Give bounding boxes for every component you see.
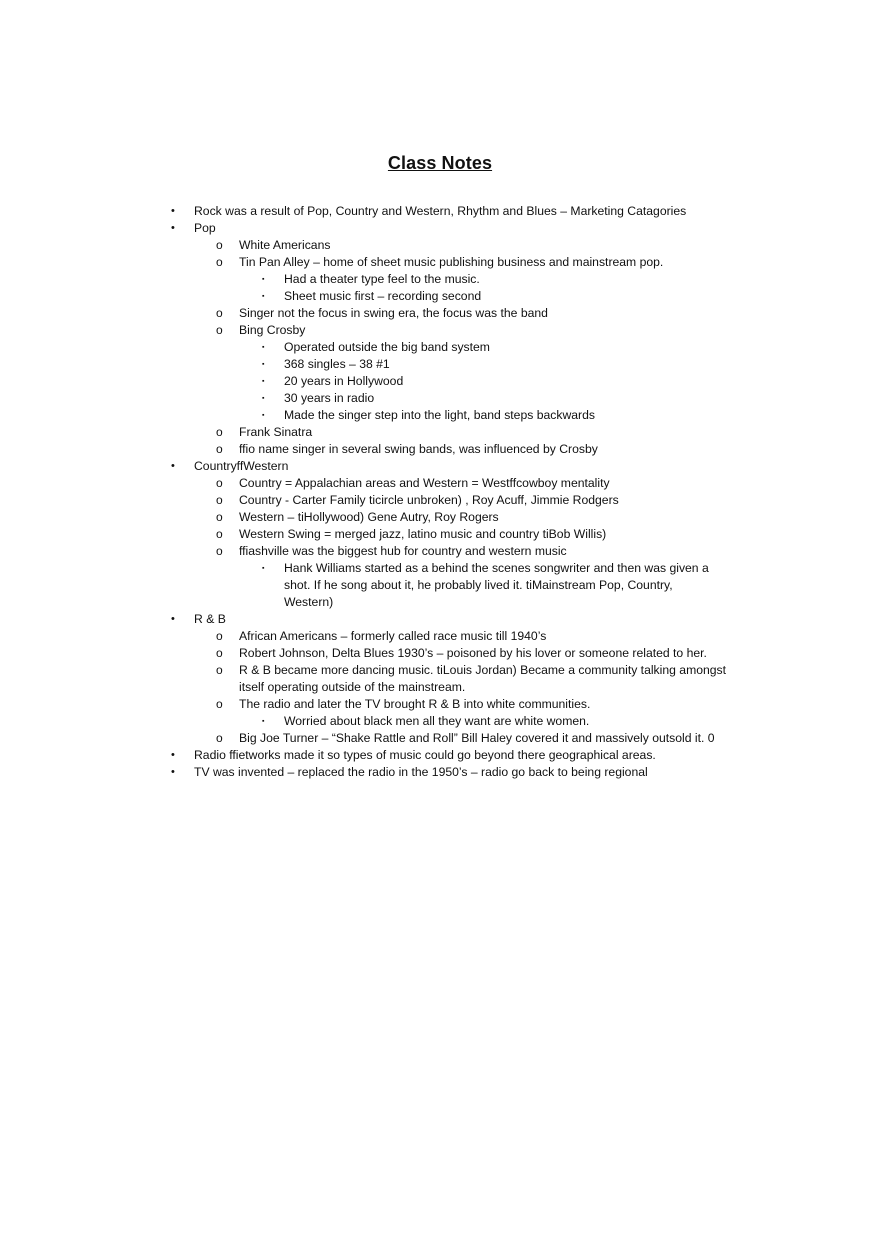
list-item	[0, 220, 880, 237]
square-marker-icon: ▪	[262, 565, 265, 572]
list-item-text: Bing Crosby	[239, 323, 306, 337]
list-item	[0, 679, 880, 696]
square-marker-icon: ▪	[262, 395, 265, 402]
square-marker-icon: ▪	[262, 412, 265, 419]
list-item-text: Singer not the focus in swing era, the focus was the band	[239, 306, 548, 320]
list-item-text: itself operating outside of the mainstream.	[239, 680, 466, 694]
list-item	[0, 373, 880, 390]
list-item-text: 30 years in radio	[284, 391, 375, 405]
list-item-text: Rock was a result of Pop, Country and Western, Rhythm and Blues – Marketing Catagories	[194, 204, 687, 218]
list-item	[0, 526, 880, 543]
list-item-text: 20 years in Hollywood	[284, 374, 404, 388]
list-item	[0, 713, 880, 730]
list-item-text: ffio name singer in several swing bands, was influenced by Crosby	[239, 442, 598, 456]
bullet-marker-icon: •	[171, 460, 175, 472]
circle-marker-icon: o	[216, 306, 223, 320]
list-item-text: Western – tiHollywood) Gene Autry, Roy Rogers	[239, 510, 499, 524]
list-item	[0, 271, 880, 288]
circle-marker-icon: o	[216, 442, 223, 456]
circle-marker-icon: o	[216, 510, 223, 524]
list-item	[0, 237, 880, 254]
list-item-text: Radio ffietworks made it so types of music could go beyond there geographical areas.	[194, 748, 656, 762]
circle-marker-icon: o	[216, 629, 223, 643]
list-item-text: ffiashville was the biggest hub for country and western music	[239, 544, 567, 558]
list-item	[0, 560, 880, 577]
list-item	[0, 594, 880, 611]
list-item-text: CountryffWestern	[194, 459, 289, 473]
list-item-text: African Americans – formerly called race music till 1940’s	[239, 629, 547, 643]
list-item	[0, 254, 880, 271]
square-marker-icon: ▪	[262, 718, 265, 725]
circle-marker-icon: o	[216, 493, 223, 507]
list-item-text: Robert Johnson, Delta Blues 1930’s – poisoned by his lover or someone related to her.	[239, 646, 707, 660]
list-item-text: Big Joe Turner – “Shake Rattle and Roll” Bill Haley covered it and massively outsold it. 0	[239, 731, 715, 745]
list-item	[0, 458, 880, 475]
list-item	[0, 645, 880, 662]
circle-marker-icon: o	[216, 527, 223, 541]
list-item	[0, 543, 880, 560]
list-item-text: Western)	[284, 595, 334, 609]
list-item-text: Had a theater type feel to the music.	[284, 272, 480, 286]
list-item	[0, 577, 880, 594]
circle-marker-icon: o	[216, 323, 223, 337]
circle-marker-icon: o	[216, 544, 223, 558]
list-item-text: Made the singer step into the light, band steps backwards	[284, 408, 595, 422]
list-item-text: TV was invented – replaced the radio in the 1950’s – radio go back to being regional	[194, 765, 648, 779]
list-item	[0, 339, 880, 356]
list-item	[0, 203, 880, 220]
square-marker-icon: ▪	[262, 293, 265, 300]
bullet-marker-icon: •	[171, 613, 175, 625]
list-item-text: Hank Williams started as a behind the scenes songwriter and then was given a	[284, 561, 709, 575]
list-item	[0, 696, 880, 713]
circle-marker-icon: o	[216, 663, 223, 677]
list-item-text: Country = Appalachian areas and Western = Westffcowboy mentality	[239, 476, 610, 490]
list-item	[0, 356, 880, 373]
list-item	[0, 305, 880, 322]
list-item	[0, 492, 880, 509]
circle-marker-icon: o	[216, 646, 223, 660]
list-item-text: The radio and later the TV brought R & B into white communities.	[239, 697, 591, 711]
circle-marker-icon: o	[216, 425, 223, 439]
list-item-text: Operated outside the big band system	[284, 340, 490, 354]
list-item-text: White Americans	[239, 238, 331, 252]
list-item-text: Worried about black men all they want are white women.	[284, 714, 590, 728]
square-marker-icon: ▪	[262, 276, 265, 283]
list-item	[0, 407, 880, 424]
circle-marker-icon: o	[216, 731, 223, 745]
circle-marker-icon: o	[216, 697, 223, 711]
list-item-text: R & B	[194, 612, 226, 626]
list-item-text: R & B became more dancing music. tiLouis Jordan) Became a community talking amongst	[239, 663, 727, 677]
bullet-marker-icon: •	[171, 222, 175, 234]
square-marker-icon: ▪	[262, 361, 265, 368]
bullet-marker-icon: •	[171, 766, 175, 778]
list-item	[0, 764, 880, 781]
bullet-marker-icon: •	[171, 205, 175, 217]
bullet-marker-icon: •	[171, 749, 175, 761]
notes-list	[0, 203, 880, 781]
circle-marker-icon: o	[216, 476, 223, 490]
list-item	[0, 747, 880, 764]
list-item-text: Sheet music first – recording second	[284, 289, 482, 303]
list-item-text: 368 singles – 38 #1	[284, 357, 390, 371]
list-item-text: shot. If he song about it, he probably lived it. tiMainstream Pop, Country,	[284, 578, 673, 592]
list-item	[0, 322, 880, 339]
list-item-text: Frank Sinatra	[239, 425, 313, 439]
list-item	[0, 475, 880, 492]
list-item-text: Tin Pan Alley – home of sheet music publishing business and mainstream pop.	[239, 255, 664, 269]
list-item	[0, 611, 880, 628]
square-marker-icon: ▪	[262, 378, 265, 385]
list-item-text: Western Swing = merged jazz, latino music and country tiBob Willis)	[239, 527, 607, 541]
circle-marker-icon: o	[216, 255, 223, 269]
list-item	[0, 390, 880, 407]
list-item	[0, 628, 880, 645]
page-title: Class Notes	[387, 153, 493, 173]
circle-marker-icon: o	[216, 238, 223, 252]
list-item	[0, 509, 880, 526]
list-item	[0, 424, 880, 441]
list-item	[0, 662, 880, 679]
list-item	[0, 730, 880, 747]
list-item	[0, 441, 880, 458]
square-marker-icon: ▪	[262, 344, 265, 351]
list-item-text: Pop	[194, 221, 216, 235]
list-item	[0, 288, 880, 305]
list-item-text: Country - Carter Family ticircle unbroken) , Roy Acuff, Jimmie Rodgers	[239, 493, 619, 507]
